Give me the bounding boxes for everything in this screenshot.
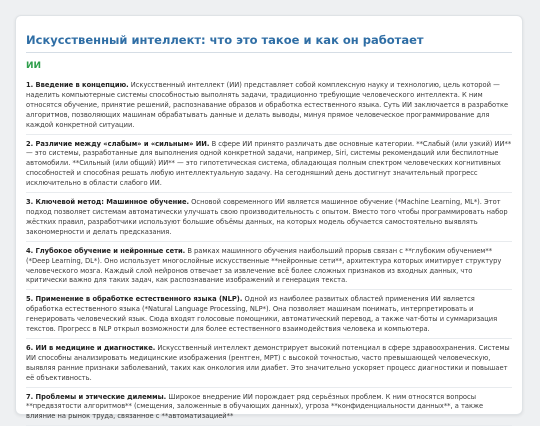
paragraph-text: В рамках машинного обучения наибольший прорыв связан с **глубоким обучением** (*Deep Learning, DL*). Оно использует многослойные искусственные **нейронные сети**, архитектура которых имитирует структуру человеческого мозга. Каждый слой нейронов отвечает за извлечение всё более сложных признаков из входных данных, что критически важно для таких задач, как распознавание изображений и генерация текста. [26,246,502,285]
paragraph-text: Искусственный интеллект демонстрирует высокий потенциал в сфере здравоохранения. Системы ИИ способны анализировать медицинские изображения (рентген, МРТ) с высокой точностью, часто превышающей человеческую, выявляя ранние признаки заболеваний, таких как онкология или диабет. Это значительно ускоряет процесс диагностики и повышает её объективность. [26,343,510,382]
paragraph-1 [26,79,512,135]
paragraph-heading: 3. Ключевой метод: Машинное обучение. [26,198,190,207]
paragraph-text: Одной из наиболее развитых областей применения ИИ является обработка естественного языка (*Natural Language Processing, NLP*). Она позволяет машинам понимать, интерпретировать и генерировать человеческий язык. Сюда входят голосовые помощники, автоматический перевод, а также чат-боты и суммаризация текстов. Прогресс в NLP открыл возможности для более естественного взаимодействия человека и компьютера. [26,295,498,334]
paragraph-6 [26,342,512,388]
paragraph-3 [26,196,512,242]
paragraph-7 [26,391,512,426]
article-title: Искусственный интеллект: что это такое и как он работает [26,33,424,47]
paragraph-text: Широкое внедрение ИИ порождает ряд серьёзных проблем. К ним относятся вопросы **предвзятости алгоритмов** (смещения, заложенные в обучающих данных), угроза **конфиденциальности данных**, а также влияние на рынок труда, связанное с **автоматизацией** [26,392,484,421]
section-subtitle: ИИ [26,61,42,71]
paragraph-text: Основой современного ИИ является машинное обучение (*Machine Learning, ML*). Этот подход позволяет системам автоматически улучшать свою производительность с опытом. Вместо того чтобы программировать набор жёстких правил, разработчики используют большие объёмы данных, на которых модель обучается самостоятельно выявлять закономерности и делать предсказания. [26,198,508,236]
paragraph-heading: 1. Введение в концепцию. [26,81,129,89]
paragraph-4 [26,245,512,291]
paragraph-heading: 7. Проблемы и этические дилеммы. [26,392,167,401]
paragraph-heading: 2. Различие между «слабым» и «сильным» ИИ. [26,139,210,148]
paragraph-heading: 6. ИИ в медицине и диагностике. [26,343,156,352]
title-divider [26,52,512,53]
paragraph-heading: 5. Применение в обработке естественного языка (NLP). [26,295,243,304]
article-card [15,15,523,421]
paragraph-text: В сфере ИИ принято различать две основные категории. **Слабый (или узкий) ИИ** — это системы, разработанные для выполнения одной конкретной задачи, например, Siri, системы рекомендаций или беспилотные автомобили. **Сильный (или общий) ИИ** — это гипотетическая система, обладающая полным спектром человеческих когнитивных способностей и способная решать любую интеллектуальную задачу. На сегодняшний день достигнут значительный прогресс исключительно в области слабого ИИ. [26,139,512,188]
paragraph-heading: 4. Глубокое обучение и нейронные сети. [26,246,186,255]
paragraph-5 [26,293,512,339]
paragraph-text: Искусственный интеллект (ИИ) представляет собой комплексную науку и технологию, цель которой — наделить компьютерные системы способностью выполнять задачи, традиционно требующие человеческого интеллекта. К ним относятся обучение, принятие решений, распознавание образов и обработка естественного языка. Суть ИИ заключается в разработке алгоритмов, позволяющих машинам обрабатывать данные и делать выводы, минуя прямое человеческое программирование для каждой конкретной ситуации. [26,81,509,129]
paragraph-2 [26,138,512,194]
